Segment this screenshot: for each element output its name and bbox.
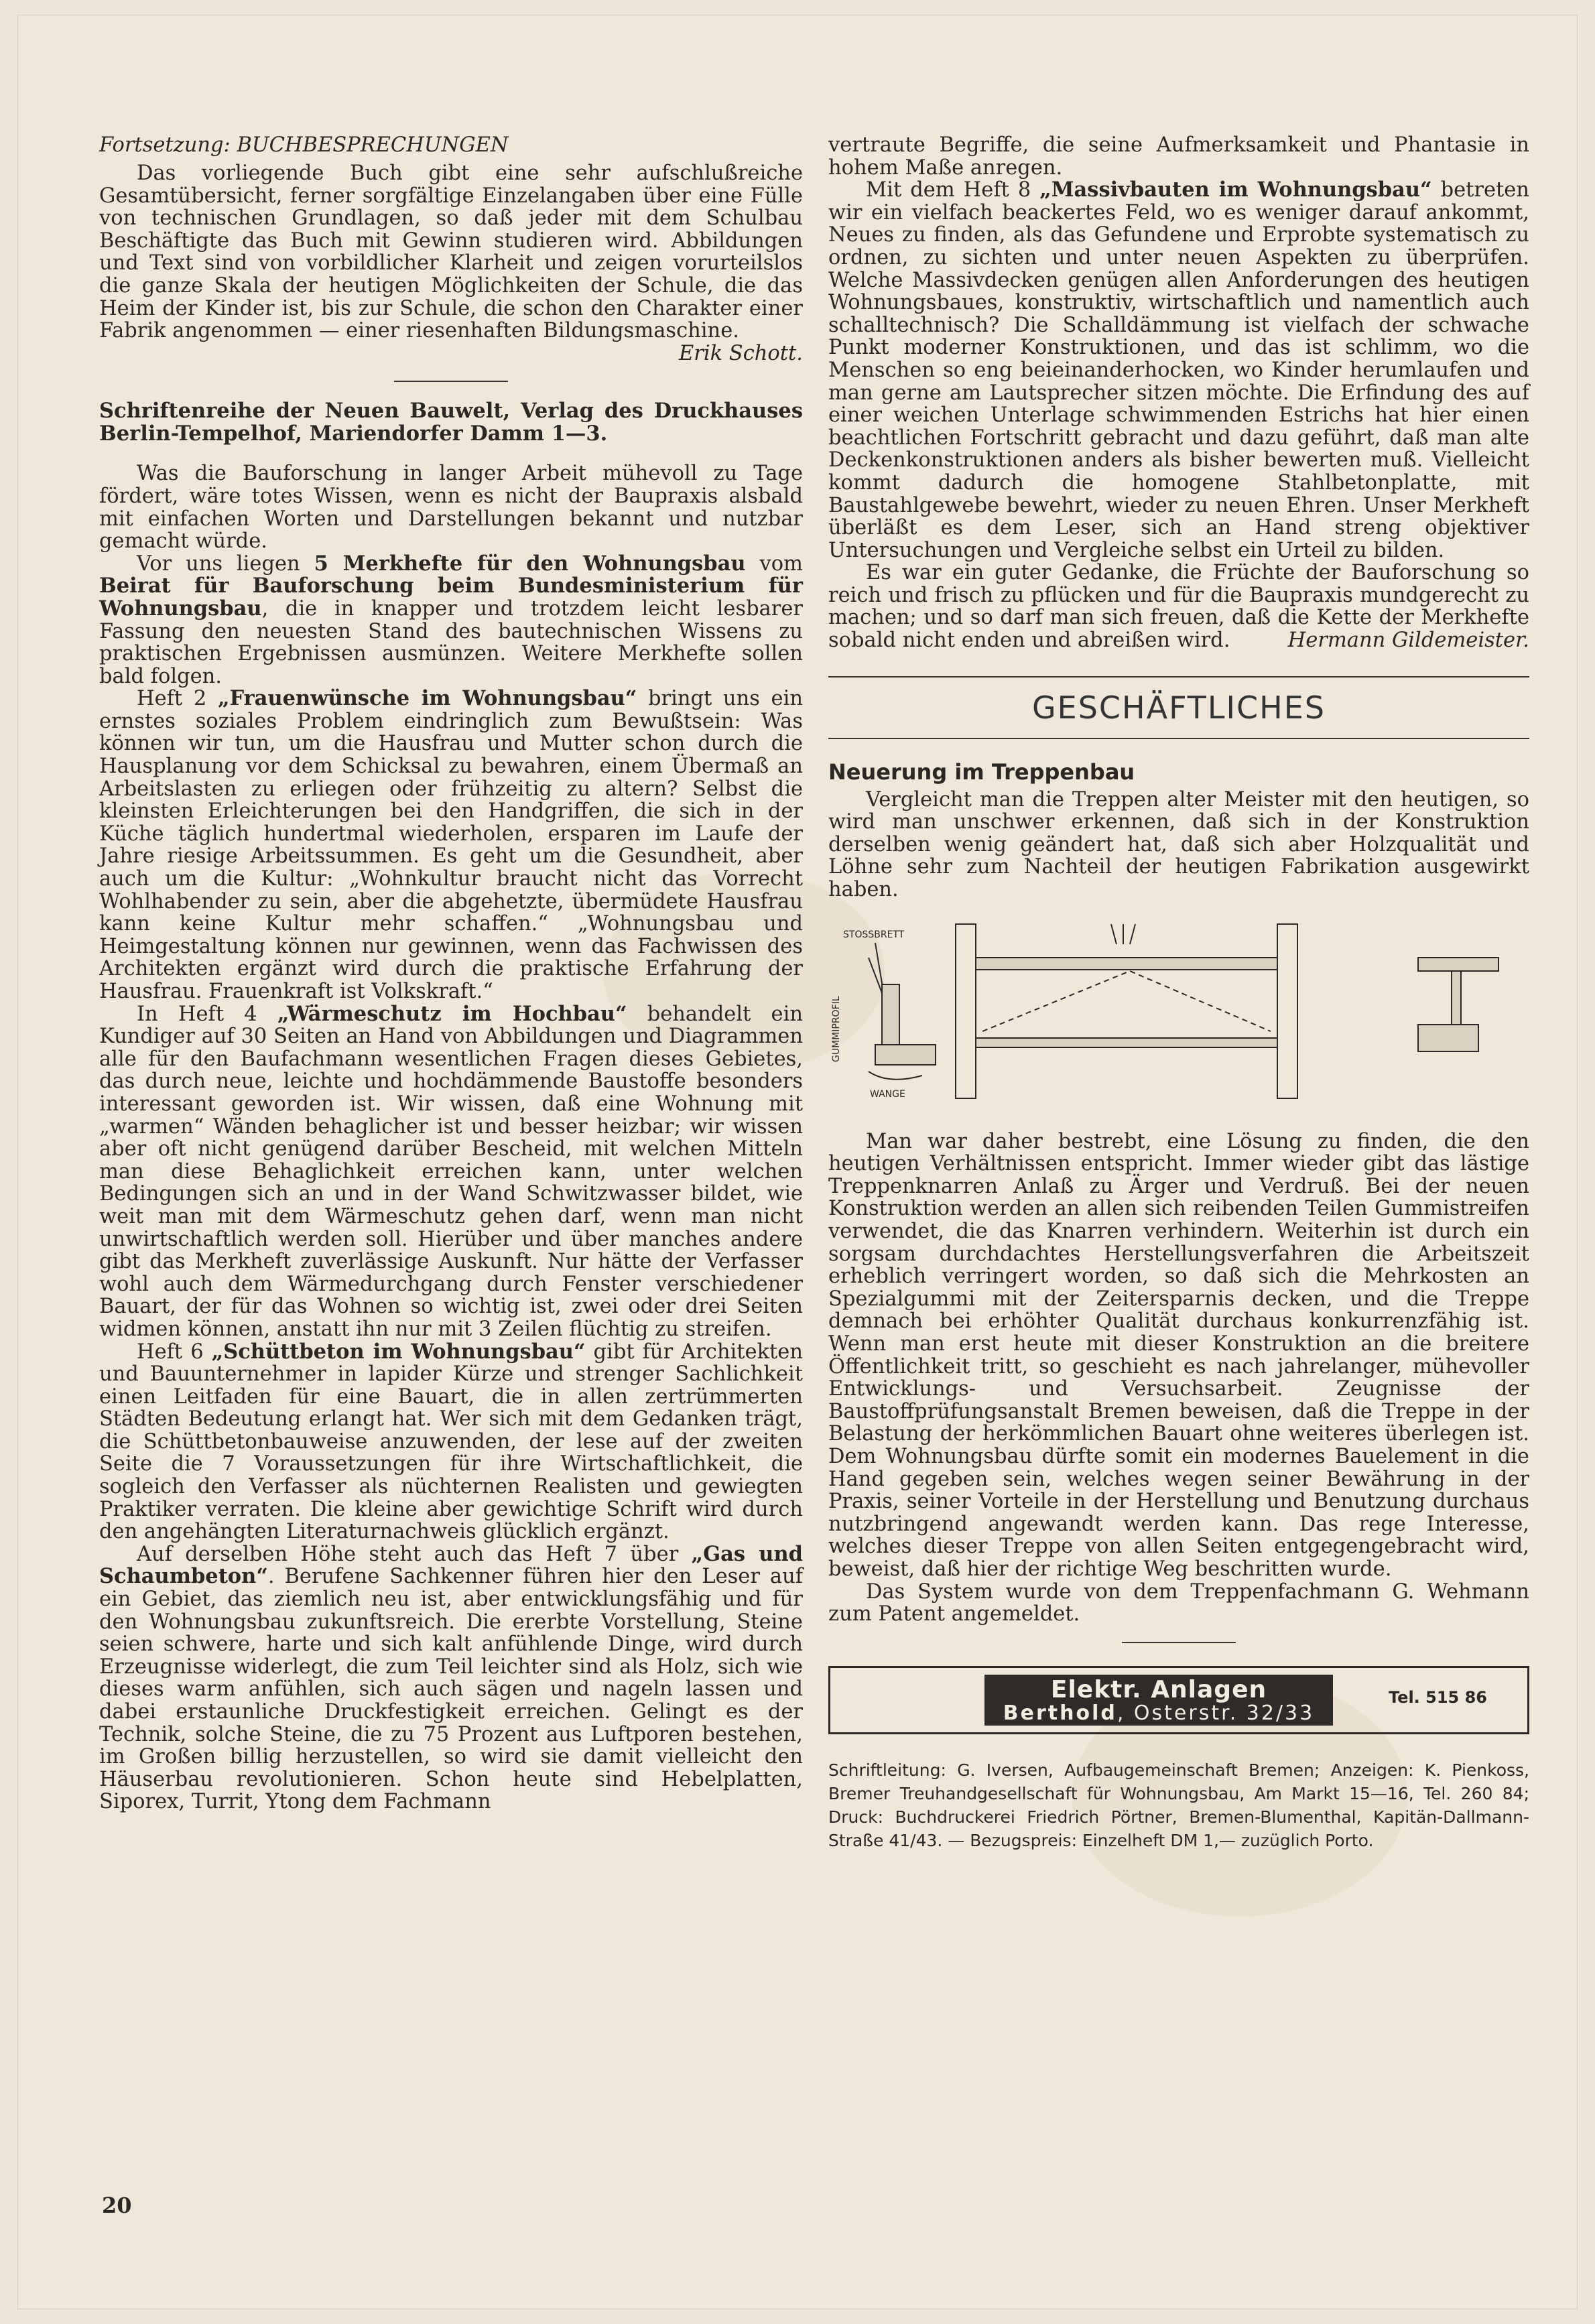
paragraph: Vergleicht man die Treppen alter Meister mit den heutigen, so wird man unschwer erkennen, daß sich in der Konstruktion derselben wenig geändert hat, daß sich aber Holzqualität und Löhne sehr zum Nachteil der heutigen Fabrikation ausgewirkt haben.: [828, 787, 1529, 902]
bold-text: 5 Merkhefte für den Wohnungsbau: [314, 551, 746, 576]
article-text: [828, 1131, 1529, 1626]
ad-phone: Tel. 515 86: [1388, 1687, 1487, 1707]
bold-text: „Frauenwünsche im Wohnungsbau“: [217, 686, 637, 711]
article-text: [828, 789, 1529, 901]
advertisement: [828, 1666, 1529, 1734]
ad-title: Elektr. Anlagen: [1050, 1675, 1267, 1703]
review-intro: Das vorliegende Buch gibt eine sehr aufschlußreiche Gesamtübersicht, ferner sorgfältige Einzelangaben über eine Fülle von technischen Grundlagen, so daß jeder mit dem Schulbau Beschäftigte das Buch mit Gewinn studieren wird. Abbildungen und Text sind von vorbildlicher Klarheit und zeigen vorurteilslos die ganze Skala der heutigen Möglichkeiten der Schule, die das Heim der Kinder ist, bis zur Schule, die schon den Charakter einer Fabrik angenommen — einer riesenhaften Bildungsmaschine.: [99, 162, 803, 343]
label-stossbrett: STOSSBRETT: [843, 929, 905, 940]
ad-firm: Berthold: [1003, 1701, 1117, 1725]
bold-text: „Wärmeschutz im Hochbau“: [277, 1001, 627, 1026]
left-column: [99, 134, 803, 1813]
review-paragraph: [99, 162, 803, 365]
paragraph: [99, 688, 803, 1003]
series-title: Schriftenreihe der Neuen Bauwelt, Verlag des Druckhauses Berlin-Tempelhof, Mariendorfer Damm 1—3.: [99, 399, 803, 446]
text: vom: [745, 552, 803, 576]
ad-address: [984, 1701, 1333, 1725]
label-wange: WANGE: [870, 1088, 905, 1100]
text: bringt uns ein ernstes soziales Problem eindringlich zum Bewußtsein: Was können wir tun, um die Hausfrau und Mutter schon durch die Hausplanung vor dem Schicksal zu bewahren, einem Übermaß an Arbeitslasten zu erliegen oder frühzeitig zu altern? Selbst die kleinsten Erleichterungen bei den Handgriffen, die sich in der Küche täglich hundertmal wiederholen, ersparen im Laufe der Jahre riesige Arbeitssummen. Es geht um die Gesundheit, aber auch um die Kultur: „Wohnkultur braucht nicht das Vorrecht Wohlhabender zu sein, aber die abgehetzte, übermüdete Hausfrau kann keine Kultur mehr schaffen.“ „Wohnungsbau und Heimgestaltung können nur gewinnen, wenn das Fachwissen des Architekten ergänzt wird durch die praktische Erfahrung der Hausfrau. Frauenkraft ist Volkskraft.“: [99, 687, 803, 1003]
paragraph: [99, 1341, 803, 1543]
section-heading: GESCHÄFTLICHES: [828, 676, 1529, 739]
paragraph: [828, 179, 1529, 562]
text: Auf derselben Höhe steht auch das Heft 7 über: [137, 1542, 692, 1566]
review-signature: Hermann Gildemeister.: [1287, 629, 1529, 653]
page-number: 20: [102, 2193, 132, 2218]
article-title: Neuerung im Treppenbau: [828, 759, 1135, 785]
bold-text: „Massivbauten im Wohnungsbau“: [1039, 178, 1432, 202]
divider: [1122, 1642, 1236, 1643]
imprint: Schriftleitung: G. Iversen, Aufbaugemeinschaft Bremen; Anzeigen: K. Pienkoss, Bremer Treuhandgesellschaft für Wohnungsbau, Am Markt 15—16, Tel. 260 84; Druck: Buchdruckerei Friedrich Pörtner, Bremen-Blumenthal, Kapitän-Dallmann-Straße 41/43. — Bezugspreis: Einzelheft DM 1,— zuzüglich Porto.: [828, 1760, 1529, 1850]
series-review-text: [99, 462, 803, 1813]
paragraph: Was die Bauforschung in langer Arbeit mühevoll zu Tage fördert, wäre totes Wissen, wenn es nicht der Baupraxis alsbald mit einfachen Worten und Darstellungen bekannt und nutzbar gemacht würde.: [99, 462, 803, 554]
right-column: [828, 134, 1529, 1852]
ad-banner: [984, 1675, 1333, 1726]
paragraph: Man war daher bestrebt, eine Lösung zu finden, die den heutigen Verhältnissen entspricht. Immer wieder gibt das lästige Treppenknarren Anlaß zu Ärger und Verdruß. Bei der neuen Konstruktion werden an allen sich reibenden Teilen Gummistreifen verwendet, die das Knarren verhindern. Weiterhin ist durch ein sorgsam durchdachtes Herstellungsverfahren die Arbeitszeit erheblich verringert worden, so daß sich die Mehrkosten an Spezialgummi mit der Zeitersparnis decken, und die Treppe demnach bei erhöhter Qualität durchaus konkurrenzfähig ist. Wenn man erst heute mit dieser Konstruktion an die breitere Öffentlichkeit tritt, so geschieht es nach jahrelanger, mühevoller Entwicklungs- und Versuchsarbeit. Zeugnisse der Baustoffprüfungsanstalt Bremen beweisen, daß die Treppe in der Belastung der herkömmlichen Bauart ohne weiteres überlegen ist. Dem Wohnungsbau dürfte somit ein modernes Bauelement in die Hand gegeben sein, welches wegen seiner Bewährung in der Praxis, seiner Vorteile in der Herstellung und Benutzung durchaus nutzbringend angewandt werden kann. Das rege Interesse, welches dieser Treppe von allen Seiten entgegengebracht wird, beweist, daß hier der richtige Weg beschritten wurde.: [828, 1129, 1529, 1581]
text: Heft 2: [137, 687, 218, 711]
stair-diagram-svg: [828, 917, 1529, 1118]
bold-text: „Gas und Schaumbeton“: [99, 1541, 803, 1589]
text: betreten wir ein vielfach beackertes Feld, wo es weniger darauf ankommt, Neues zu finden, als das Gefundene und Erprobte systematisch zu ordnen, zu sichten und unter neuen Aspekten zu überprüfen. Welche Massivdecken genügen allen Anforderungen des heutigen Wohnungsbaues, konstruktiv, wirtschaftlich und namentlich auch schalltechnisch? Die Schalldämmung ist vielfach der schwache Punkt moderner Konstruktionen, und das ist schlimm, wo die Menschen so eng beieinanderhocken, wo Kinder herumlaufen und man gerne am Lautsprecher sitzen möchte. Die Erfindung des auf einer weichen Unterlage schwimmenden Estrichs hat hier einen beachtlichen Fortschritt gebracht und dazu geführt, daß man alte Deckenkonstruktionen anders als bisher bewerten muß. Vielleicht kommt dadurch die homogene Stahlbetonplatte, mit Baustahlgewebe bewehrt, wieder zu neuen Ehren. Unser Merkheft überläßt es dem Leser, sich an Hand streng objektiver Untersuchungen und Vergleiche selbst ein Urteil zu bilden.: [828, 178, 1529, 562]
paragraph: [99, 553, 803, 688]
book-review-text: [99, 162, 803, 365]
review-signature: Erik Schott.: [679, 341, 803, 365]
running-head: Fortsetzung: BUCHBESPRECHUNGEN: [99, 133, 509, 157]
ad-separator: ,: [1116, 1701, 1134, 1725]
text: Mit dem Heft 8: [866, 178, 1040, 202]
divider: [394, 381, 508, 382]
text: , die in knapper und trotzdem leicht lesbarer Fassung den neuesten Stand des bautechnischen Wissens zu praktischen Ergebnissen ausmünzen. Weitere Merkhefte sollen bald folgen.: [99, 596, 803, 688]
bold-text: „Schüttbeton im Wohnungsbau“: [211, 1339, 586, 1364]
paragraph: vertraute Begriffe, die seine Aufmerksamkeit und Phantasie in hohem Maße anregen.: [828, 133, 1529, 180]
ad-street: Osterstr. 32/33: [1133, 1701, 1315, 1725]
paragraph: [99, 1543, 803, 1813]
text: Heft 6: [137, 1340, 212, 1364]
stair-diagram: [828, 917, 1529, 1118]
text: gibt für Architekten und Bauunternehmer in lapider Kürze und strenger Sachlichkeit einen Leitfaden für eine Bauart, die in allen zertrümmerten Städten Bedeutung erlangt hat. Wer sich mit dem Gedanken trägt, die Schüttbetonbauweise anzuwenden, der lese auf der zweiten Seite die 7 Voraussetzungen für ihre Wirtschaftlichkeit, die sogleich den Verfasser als nüchternen Realisten und gewiegten Praktiker verraten. Die kleine aber gewichtige Schrift wird durch den angehängten Literaturnachweis glücklich ergänzt.: [99, 1340, 803, 1544]
text: In Heft 4: [137, 1002, 277, 1026]
paragraph: Das System wurde von dem Treppenfachmann G. Wehmann zum Patent angemeldet.: [828, 1579, 1529, 1626]
label-gummiprofil: GUMMIPROFIL: [831, 996, 842, 1062]
paragraph: [828, 562, 1529, 651]
text: . Berufene Sachkenner führen hier den Leser auf ein Gebiet, das ziemlich neu ist, aber entwicklungsfähig und für den Wohnungsbau zukunftsreich. Die ererbte Vorstellung, Steine seien schwere, harte und sich kalt anfühlende Dinge, wird durch Erzeugnisse widerlegt, die zum Teil leichter sind als Holz, sich wie dieses warm anfühlen, sich auch sägen und nageln lassen und dabei erstaunliche Druckfestigkeit erreichen. Gelingt es der Technik, solche Steine, die zu 75 Prozent aus Luftporen bestehen, im Großen billig herzustellen, so wird sie damit vielleicht den Häuserbau revolutionieren. Schon heute sind Hebelplatten, Siporex, Turrit, Ytong dem Fachmann: [99, 1565, 803, 1814]
text: Vor uns liegen: [137, 552, 314, 576]
bold-text: Beirat für Bauforschung beim Bundesministerium für Wohnungsbau: [99, 574, 803, 621]
review-continuation: [828, 134, 1529, 652]
text: behandelt ein Kundiger auf 30 Seiten an Hand von Abbildungen und Diagrammen alle für den Baufachmann wesentlichen Fragen dieses Gebietes, das durch neue, leichte und hochdämmende Baustoffe besonders interessant geworden ist. Wir wissen, daß eine Wohnung mit „warmen“ Wänden behaglicher ist und besser heizbar; wir wissen aber oft nicht genügend darüber Bescheid, mit welchen Mitteln man diese Behaglichkeit erreichen kann, unter welchen Bedingungen sich an und in der Wand Schwitzwasser bildet, wie weit man mit dem Wärmeschutz gehen darf, wenn man nicht unwirtschaftlich werden soll. Hierüber und über manches andere gibt das Merkheft zuverlässige Auskunft. Nur hätte der Verfasser wohl auch dem Wärmedurchgang durch Fenster verschiedener Bauart, der für das Wohnen so wichtig ist, zwei oder drei Seiten widmen können, anstatt ihn nur mit 3 Zeilen flüchtig zu streifen.: [99, 1002, 803, 1341]
paragraph: [99, 1003, 803, 1341]
text: Es war ein guter Gedanke, die Früchte der Bauforschung so reich und frisch zu pflücken und für die Baupraxis mundgerecht zu machen; und so darf man sich freuen, daß die Kette der Merkhefte sobald nicht enden und abreißen wird.: [828, 561, 1529, 653]
